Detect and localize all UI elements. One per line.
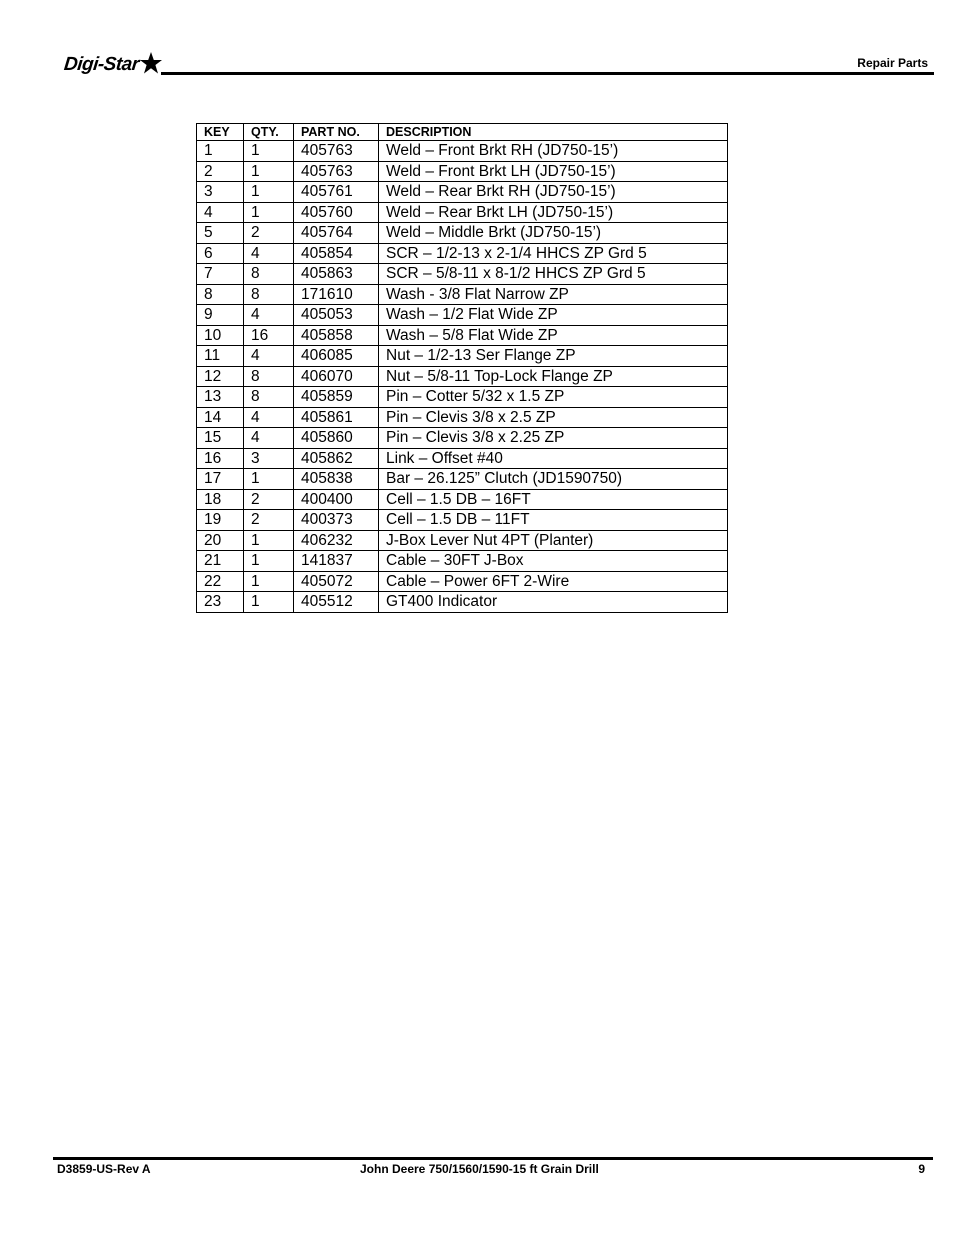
table-row: [197, 592, 728, 613]
cell-part-no: 405861: [294, 407, 379, 428]
table-row: [197, 243, 728, 264]
star-icon: [139, 51, 163, 75]
cell-key: 22: [197, 571, 244, 592]
cell-description: Pin – Clevis 3/8 x 2.25 ZP: [379, 428, 728, 449]
cell-description: GT400 Indicator: [379, 592, 728, 613]
table-row: [197, 428, 728, 449]
table-row: [197, 366, 728, 387]
cell-description: Pin – Clevis 3/8 x 2.5 ZP: [379, 407, 728, 428]
cell-part-no: 405760: [294, 202, 379, 223]
cell-key: 23: [197, 592, 244, 613]
cell-description: Wash – 1/2 Flat Wide ZP: [379, 305, 728, 326]
column-header-part-no: PART NO.: [294, 124, 379, 141]
cell-qty: 4: [244, 346, 294, 367]
cell-description: Bar – 26.125” Clutch (JD1590750): [379, 469, 728, 490]
cell-description: Weld – Front Brkt RH (JD750-15’): [379, 141, 728, 162]
cell-qty: 8: [244, 264, 294, 285]
cell-qty: 1: [244, 530, 294, 551]
cell-key: 20: [197, 530, 244, 551]
table-row: [197, 530, 728, 551]
column-header-qty: QTY.: [244, 124, 294, 141]
cell-key: 8: [197, 284, 244, 305]
table-row: [197, 305, 728, 326]
cell-key: 5: [197, 223, 244, 244]
table-row: [197, 141, 728, 162]
cell-qty: 1: [244, 141, 294, 162]
cell-key: 2: [197, 161, 244, 182]
cell-key: 21: [197, 551, 244, 572]
cell-description: Weld – Rear Brkt RH (JD750-15’): [379, 182, 728, 203]
cell-qty: 2: [244, 489, 294, 510]
table-row: [197, 284, 728, 305]
header-rule: [161, 72, 934, 75]
cell-key: 15: [197, 428, 244, 449]
cell-qty: 8: [244, 284, 294, 305]
cell-qty: 16: [244, 325, 294, 346]
cell-description: Cable – 30FT J-Box: [379, 551, 728, 572]
cell-key: 7: [197, 264, 244, 285]
cell-part-no: 405862: [294, 448, 379, 469]
cell-part-no: 141837: [294, 551, 379, 572]
cell-part-no: 171610: [294, 284, 379, 305]
cell-part-no: 400373: [294, 510, 379, 531]
cell-description: J-Box Lever Nut 4PT (Planter): [379, 530, 728, 551]
parts-table: [196, 123, 728, 613]
table-row: [197, 264, 728, 285]
cell-description: Nut – 1/2-13 Ser Flange ZP: [379, 346, 728, 367]
cell-part-no: 405053: [294, 305, 379, 326]
logo-text: Digi-Star: [62, 54, 140, 75]
cell-qty: 1: [244, 571, 294, 592]
cell-key: 6: [197, 243, 244, 264]
cell-part-no: 405761: [294, 182, 379, 203]
cell-description: Cell – 1.5 DB – 11FT: [379, 510, 728, 531]
cell-part-no: 405763: [294, 161, 379, 182]
table-row: [197, 346, 728, 367]
cell-part-no: 405854: [294, 243, 379, 264]
page-header: [64, 50, 934, 80]
cell-part-no: 405763: [294, 141, 379, 162]
cell-key: 10: [197, 325, 244, 346]
cell-part-no: 406232: [294, 530, 379, 551]
table-row: [197, 202, 728, 223]
table-row: [197, 182, 728, 203]
cell-key: 14: [197, 407, 244, 428]
cell-key: 18: [197, 489, 244, 510]
cell-key: 17: [197, 469, 244, 490]
cell-description: Weld – Front Brkt LH (JD750-15’): [379, 161, 728, 182]
cell-qty: 1: [244, 161, 294, 182]
cell-qty: 1: [244, 202, 294, 223]
cell-key: 13: [197, 387, 244, 408]
table-row: [197, 387, 728, 408]
cell-description: Pin – Cotter 5/32 x 1.5 ZP: [379, 387, 728, 408]
table-header-row: [197, 124, 728, 141]
product-title: John Deere 750/1560/1590-15 ft Grain Drill: [360, 1162, 599, 1176]
cell-description: Wash – 5/8 Flat Wide ZP: [379, 325, 728, 346]
table-row: [197, 571, 728, 592]
cell-qty: 4: [244, 428, 294, 449]
cell-qty: 2: [244, 223, 294, 244]
footer-rule: [53, 1157, 933, 1160]
cell-part-no: 405512: [294, 592, 379, 613]
cell-key: 9: [197, 305, 244, 326]
cell-part-no: 405859: [294, 387, 379, 408]
cell-key: 11: [197, 346, 244, 367]
cell-key: 16: [197, 448, 244, 469]
cell-description: Wash - 3/8 Flat Narrow ZP: [379, 284, 728, 305]
cell-description: Nut – 5/8-11 Top-Lock Flange ZP: [379, 366, 728, 387]
cell-qty: 8: [244, 366, 294, 387]
column-header-key: KEY: [197, 124, 244, 141]
cell-qty: 1: [244, 592, 294, 613]
table-row: [197, 325, 728, 346]
digi-star-logo: [64, 54, 163, 76]
table-row: [197, 161, 728, 182]
table-row: [197, 510, 728, 531]
parts-table-body: [197, 141, 728, 613]
cell-key: 19: [197, 510, 244, 531]
cell-qty: 4: [244, 305, 294, 326]
cell-part-no: 405838: [294, 469, 379, 490]
cell-qty: 4: [244, 407, 294, 428]
cell-qty: 8: [244, 387, 294, 408]
table-row: [197, 448, 728, 469]
cell-key: 12: [197, 366, 244, 387]
column-header-description: DESCRIPTION: [379, 124, 728, 141]
cell-qty: 1: [244, 551, 294, 572]
table-row: [197, 223, 728, 244]
cell-part-no: 400400: [294, 489, 379, 510]
cell-description: SCR – 5/8-11 x 8-1/2 HHCS ZP Grd 5: [379, 264, 728, 285]
page-number: 9: [918, 1162, 925, 1176]
cell-description: Cable – Power 6FT 2-Wire: [379, 571, 728, 592]
table-row: [197, 469, 728, 490]
cell-description: Link – Offset #40: [379, 448, 728, 469]
cell-part-no: 405858: [294, 325, 379, 346]
cell-description: Cell – 1.5 DB – 16FT: [379, 489, 728, 510]
cell-part-no: 405863: [294, 264, 379, 285]
section-title: Repair Parts: [857, 56, 928, 70]
cell-description: SCR – 1/2-13 x 2-1/4 HHCS ZP Grd 5: [379, 243, 728, 264]
cell-qty: 3: [244, 448, 294, 469]
cell-part-no: 405860: [294, 428, 379, 449]
cell-qty: 4: [244, 243, 294, 264]
cell-description: Weld – Rear Brkt LH (JD750-15’): [379, 202, 728, 223]
cell-qty: 2: [244, 510, 294, 531]
cell-part-no: 406070: [294, 366, 379, 387]
cell-part-no: 405072: [294, 571, 379, 592]
cell-key: 4: [197, 202, 244, 223]
table-row: [197, 489, 728, 510]
cell-qty: 1: [244, 182, 294, 203]
cell-description: Weld – Middle Brkt (JD750-15’): [379, 223, 728, 244]
cell-part-no: 406085: [294, 346, 379, 367]
table-row: [197, 407, 728, 428]
cell-key: 3: [197, 182, 244, 203]
table-row: [197, 551, 728, 572]
document-number: D3859-US-Rev A: [57, 1162, 151, 1176]
cell-part-no: 405764: [294, 223, 379, 244]
cell-key: 1: [197, 141, 244, 162]
cell-qty: 1: [244, 469, 294, 490]
